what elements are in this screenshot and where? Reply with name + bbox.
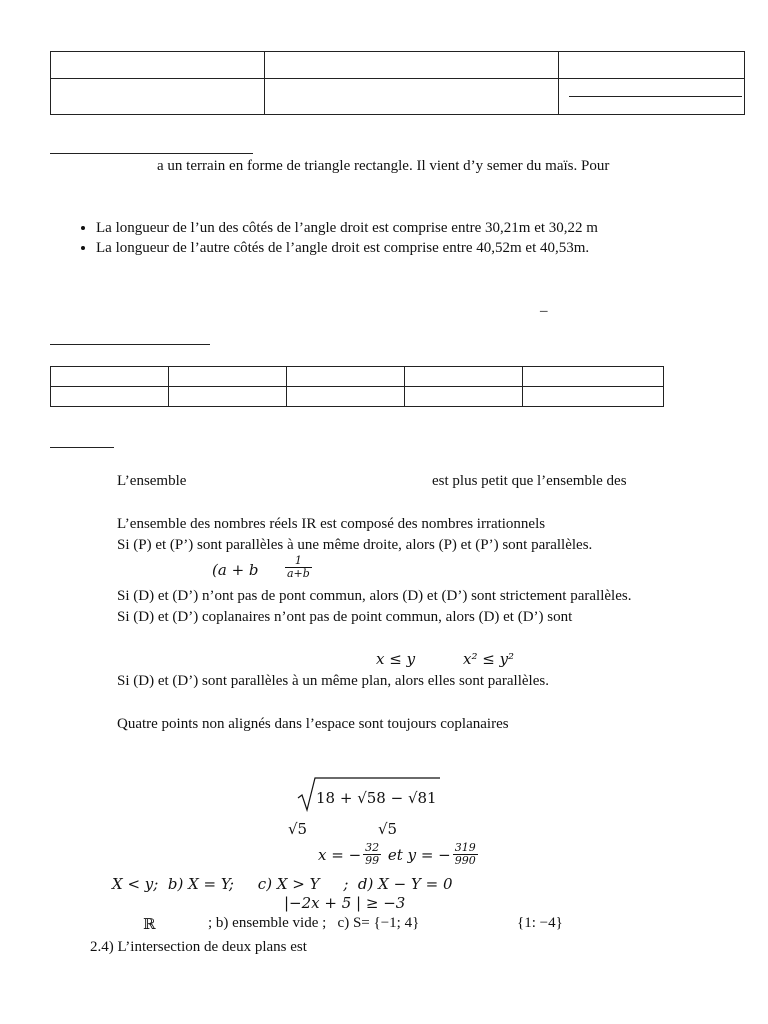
statement-reels: L’ensemble des nombres réels IR est composé des nombres irrationnels <box>117 516 546 532</box>
sqrt-inner-expression: 18 + √58 − √81 <box>316 789 437 807</box>
y-numerator: 319 <box>454 841 476 854</box>
x-denominator: 99 <box>365 854 380 867</box>
et-y-text: et y = − <box>383 845 451 864</box>
y-fraction <box>453 842 478 867</box>
exercise-blank-line <box>50 447 114 448</box>
answer-cell <box>287 387 405 407</box>
answer-cell <box>523 367 664 387</box>
intro-text: a un terrain en forme de triangle rectangle. Il vient d’y semer du maïs. Pour <box>157 158 610 174</box>
stray-dash: – <box>540 303 548 319</box>
answer-table <box>50 366 664 407</box>
fraction-numerator: 1 <box>294 554 302 567</box>
bullet-item: • La longueur de l’autre côtés de l’angle droit est comprise entre 40,52m et 40,53m. <box>96 240 598 257</box>
y-denominator: 990 <box>454 854 476 867</box>
header-cell <box>51 79 265 115</box>
choices-set: ; b) ensemble vide ; c) S= {−1; 4} <box>208 915 420 931</box>
header-table <box>50 51 745 115</box>
choices-x-y: X < y; b) X = Y; c) X > Y ; d) X − Y = 0 <box>112 875 453 893</box>
sqrt-five-left: √5 <box>288 820 308 838</box>
answer-cell <box>405 367 523 387</box>
statement-ensemble-right: est plus petit que l’ensemble des <box>432 473 627 489</box>
answer-cell <box>169 387 287 407</box>
fraction-one-over-sum <box>285 555 312 580</box>
signature-line <box>569 96 742 97</box>
x-def-prefix: x = − <box>318 845 362 864</box>
answer-cell <box>523 387 664 407</box>
statement-pont-commun: Si (D) et (D’) n’ont pas de pont commun, alors (D) et (D’) sont strictement parallèles. <box>117 588 632 604</box>
set-one-minus-four: {1: −4} <box>517 915 563 931</box>
inequality-x2-y2: x² ≤ y² <box>463 650 515 668</box>
statement-coplanaires: Si (D) et (D’) coplanaires n’ont pas de point commun, alors (D) et (D’) sont <box>117 609 573 625</box>
sqrt-expression <box>296 776 442 812</box>
statement-quatre-points: Quatre points non alignés dans l’espace sont toujours coplanaires <box>117 716 509 732</box>
statement-parallele-plan: Si (D) et (D’) sont parallèles à un même plan, alors elles sont parallèles. <box>117 673 549 689</box>
header-cell <box>559 52 745 79</box>
bullet-item: • La longueur de l’un des côtés de l’angle droit est comprise entre 30,21m et 30,22 m <box>96 220 598 237</box>
answer-cell <box>169 367 287 387</box>
header-cell <box>265 79 559 115</box>
header-cell <box>51 52 265 79</box>
statement-paralleles-droite: Si (P) et (P’) sont parallèles à une même droite, alors (P) et (P’) sont parallèles. <box>117 537 593 553</box>
absolute-inequality: |−2x + 5 | ≥ −3 <box>284 894 406 912</box>
statement-ensemble-left: L’ensemble <box>117 473 187 489</box>
header-cell <box>559 79 745 115</box>
answer-cell <box>287 367 405 387</box>
expr-a-plus-b: (a + b <box>212 561 259 579</box>
x-fraction <box>363 842 381 867</box>
question-intersection: 2.4) L’intersection de deux plans est <box>90 939 307 955</box>
xy-definition <box>318 842 478 867</box>
sqrt-five-right: √5 <box>378 820 398 838</box>
answer-cell <box>405 387 523 407</box>
answer-cell <box>51 367 169 387</box>
bullet-list <box>72 220 598 260</box>
inequality-x-y: x ≤ y <box>376 650 416 668</box>
header-cell <box>265 52 559 79</box>
section-blank-line <box>50 344 210 345</box>
x-numerator: 32 <box>365 841 380 854</box>
answer-cell <box>51 387 169 407</box>
fraction-denominator: a+b <box>287 567 310 580</box>
name-blank-line <box>50 153 253 154</box>
reals-symbol: ℝ <box>143 915 156 933</box>
